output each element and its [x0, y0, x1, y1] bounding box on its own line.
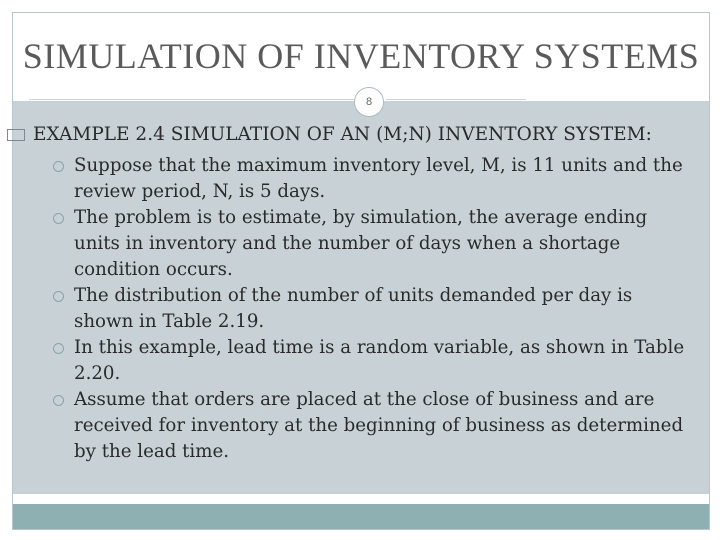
circle-bullet-icon [53, 395, 64, 406]
list-item [53, 205, 693, 283]
slide-header [13, 13, 709, 108]
bullet-text: In this example, lead time is a random variable, as shown in Table 2.20. [74, 337, 685, 384]
main-bullet-item [7, 123, 687, 147]
bullet-text: The problem is to estimate, by simulation, the average ending units in inventory and the number of days when a shortage condition occurs. [74, 207, 648, 280]
sub-bullet-list [53, 153, 693, 465]
header-rule-right [386, 99, 526, 100]
slide-footer-bar [13, 504, 709, 529]
bullet-text: Assume that orders are placed at the close of business and are received for inventory at the beginning of business as determined by the lead time. [74, 389, 684, 462]
circle-bullet-icon [53, 213, 64, 224]
example-heading: EXAMPLE 2.4 SIMULATION OF AN (M;N) INVENTORY SYSTEM: [33, 124, 652, 145]
list-item [53, 387, 693, 465]
list-item [53, 283, 693, 335]
circle-bullet-icon [53, 291, 64, 302]
list-item [53, 335, 693, 387]
circle-bullet-icon [53, 161, 64, 172]
bullet-text: The distribution of the number of units demanded per day is shown in Table 2.19. [74, 285, 633, 332]
page-number-badge: 8 [354, 87, 384, 117]
header-rule-left [29, 99, 354, 100]
bullet-text: Suppose that the maximum inventory level, M, is 11 units and the review period, N, is 5 days. [74, 155, 683, 202]
slide-title: SIMULATION OF INVENTORY SYSTEMS [22, 36, 700, 76]
list-item [53, 153, 693, 205]
circle-bullet-icon [53, 343, 64, 354]
square-bullet-icon [7, 129, 25, 141]
